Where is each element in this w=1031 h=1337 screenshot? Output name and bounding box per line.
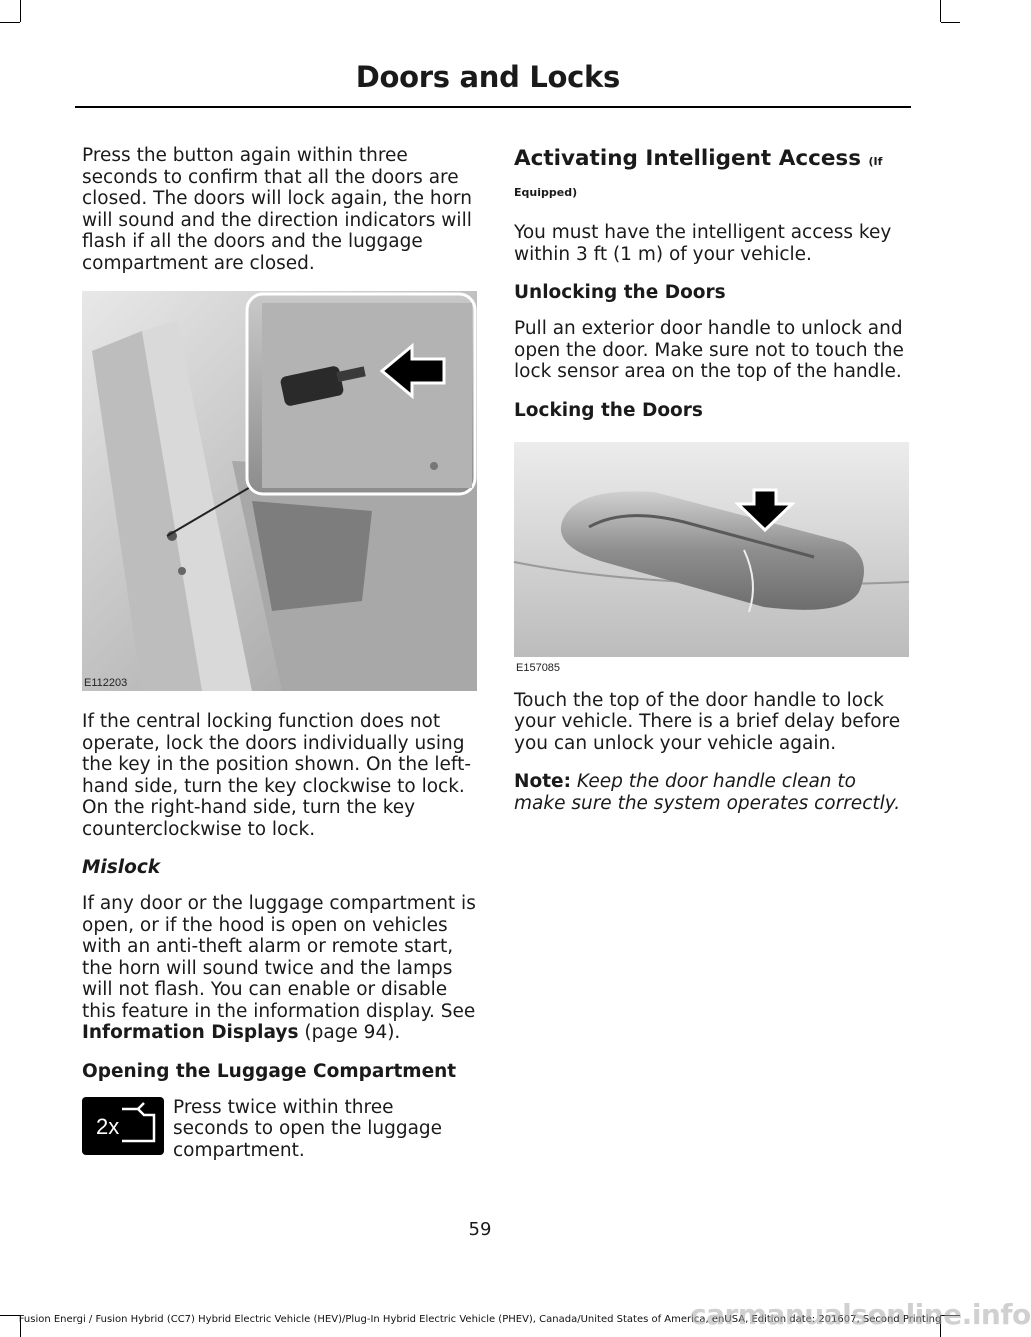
page-number: 59	[468, 1219, 492, 1240]
crop-mark	[0, 22, 20, 23]
intelligent-access-title	[514, 145, 909, 207]
figure-code: E112203	[84, 677, 128, 689]
mislock-heading: Mislock	[82, 857, 161, 878]
header-rule	[75, 106, 911, 108]
left-column	[82, 145, 477, 1161]
mislock-paragraph	[82, 893, 477, 1044]
crop-mark	[20, 0, 21, 22]
luggage-text: Press twice within three seconds to open the luggage compartment.	[173, 1096, 443, 1161]
luggage-button-icon	[82, 1097, 164, 1155]
central-locking-paragraph: If the central locking function does not operate, lock the doors individually using the key in the position shown. On the left-hand side, turn the key clockwise to lock. On the right-hand side, turn the key counterclockwise to lock.	[82, 711, 471, 840]
luggage-icon-label: 2x	[96, 1113, 120, 1139]
intelligent-access-intro: You must have the intelligent access key within 3 ft (1 m) of your vehicle.	[514, 222, 892, 265]
luggage-heading: Opening the Luggage Compartment	[82, 1060, 457, 1082]
right-column	[514, 145, 909, 814]
door-handle-illustration	[514, 442, 909, 674]
door-key-lock-illustration	[82, 291, 477, 691]
unlocking-paragraph: Pull an exterior door handle to unlock and open the door. Make sure not to touch the lock sensor area on the top of the handle.	[514, 318, 904, 382]
mislock-page-ref: (page 94).	[298, 1022, 401, 1043]
intelligent-access-title-text: Activating Intelligent Access	[514, 146, 862, 171]
luggage-instruction	[82, 1097, 477, 1162]
if-equipped-label: (If Equipped)	[514, 155, 883, 199]
note-paragraph	[514, 771, 909, 814]
door-handle-figure	[514, 442, 909, 674]
unlocking-heading: Unlocking the Doors	[514, 282, 726, 303]
locking-heading: Locking the Doors	[514, 399, 703, 421]
page-title: Doors and Locks	[355, 60, 620, 94]
mislock-body: If any door or the luggage compartment is open, or if the hood is open on vehicles with an anti-theft alarm or remote start, the horn will sound twice and the lamps will not flash. You can enable or disable this feature in the information display. See	[82, 893, 476, 1022]
note-text: Keep the door handle clean to make sure the system operates correctly.	[514, 771, 901, 814]
locking-paragraph: Touch the top of the door handle to lock your vehicle. There is a brief delay before you can unlock your vehicle again.	[514, 689, 901, 754]
information-displays-link[interactable]: Information Displays	[82, 1022, 299, 1043]
figure-code: E157085	[516, 661, 561, 674]
intro-paragraph: Press the button again within three seconds to confirm that all the doors are closed. The doors will lock again, the horn will sound and the direction indicators will flash if all the doors and the luggage compartment are closed.	[82, 145, 472, 274]
crop-mark	[940, 0, 941, 22]
door-key-lock-figure	[82, 291, 477, 691]
footer-text: Fusion Energi / Fusion Hybrid (CC7) Hybrid Electric Vehicle (HEV)/Plug-In Hybrid Electric Vehicle (PHEV), Canada/United States of America, enUSA, Edition date: 201607, Second Printing	[18, 1314, 942, 1325]
crop-mark	[941, 22, 960, 23]
note-label: Note:	[514, 771, 571, 792]
watermark: carmanualsonline.info	[690, 1298, 1031, 1331]
